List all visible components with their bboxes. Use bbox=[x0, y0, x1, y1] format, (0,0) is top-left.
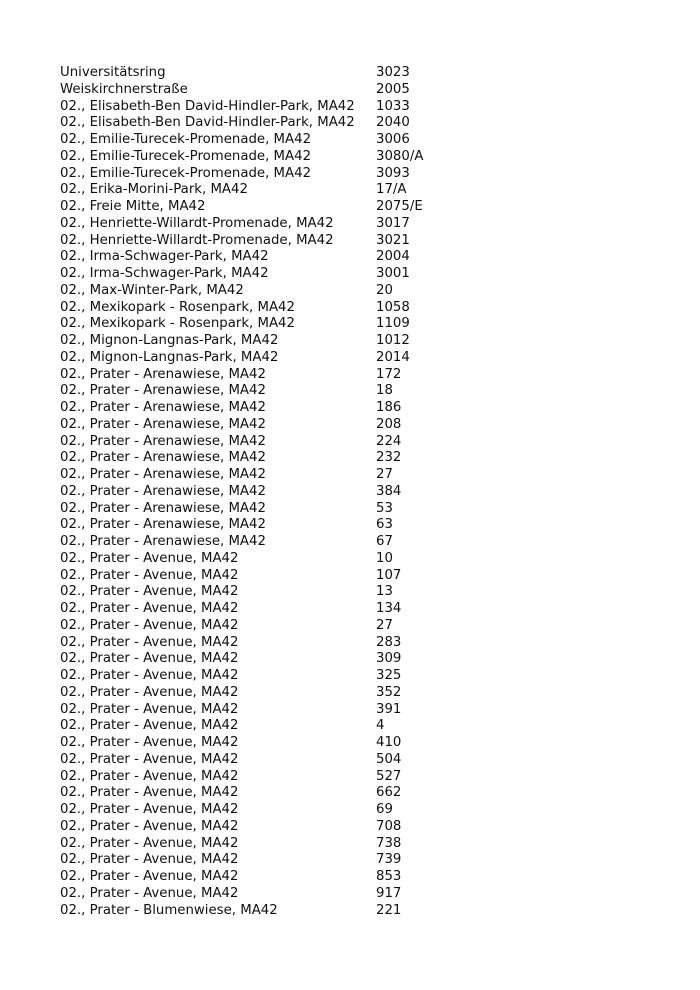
location-number: 384 bbox=[376, 483, 402, 499]
location-name: 02., Prater - Avenue, MA42 bbox=[60, 617, 239, 633]
location-name: 02., Mexikopark - Rosenpark, MA42 bbox=[60, 299, 295, 315]
location-number: 283 bbox=[376, 634, 402, 650]
location-name: 02., Mignon-Langnas-Park, MA42 bbox=[60, 333, 279, 348]
location-name: 02., Prater - Arenawiese, MA42 bbox=[60, 450, 266, 466]
list-item bbox=[60, 635, 460, 652]
list-item bbox=[60, 199, 460, 216]
location-number: 2075/E bbox=[376, 199, 423, 214]
location-name: 02., Prater - Avenue, MA42 bbox=[60, 835, 239, 851]
location-name: 02., Prater - Avenue, MA42 bbox=[60, 550, 239, 566]
location-name: 02., Prater - Avenue, MA42 bbox=[60, 584, 239, 600]
location-number: 63 bbox=[376, 517, 393, 533]
list-item bbox=[60, 467, 460, 484]
list-item bbox=[60, 115, 460, 132]
location-name: 02., Irma-Schwager-Park, MA42 bbox=[60, 249, 269, 265]
list-item bbox=[60, 501, 460, 518]
location-number: 69 bbox=[376, 802, 393, 817]
location-number: 3093 bbox=[376, 165, 410, 181]
location-name: 02., Prater - Avenue, MA42 bbox=[60, 785, 239, 801]
list-item bbox=[60, 769, 460, 786]
list-item bbox=[60, 668, 460, 685]
location-number: 410 bbox=[376, 735, 402, 750]
location-name: 02., Prater - Arenawiese, MA42 bbox=[60, 400, 266, 415]
list-item bbox=[60, 383, 460, 400]
location-number: 917 bbox=[376, 885, 402, 901]
location-number: 13 bbox=[376, 584, 393, 600]
list-item bbox=[60, 132, 460, 149]
location-name: 02., Prater - Arenawiese, MA42 bbox=[60, 483, 266, 499]
location-number: 2040 bbox=[376, 115, 410, 131]
location-name: 02., Erika-Morini-Park, MA42 bbox=[60, 182, 248, 198]
location-name: 02., Prater - Arenawiese, MA42 bbox=[60, 416, 266, 432]
location-number: 391 bbox=[376, 701, 402, 717]
list-item bbox=[60, 182, 460, 199]
list-item bbox=[60, 434, 460, 451]
list-item bbox=[60, 300, 460, 317]
list-item bbox=[60, 249, 460, 266]
location-number: 3021 bbox=[376, 232, 410, 248]
location-number: 662 bbox=[376, 785, 402, 801]
list-item bbox=[60, 367, 460, 384]
location-name: 02., Prater - Arenawiese, MA42 bbox=[60, 383, 266, 399]
location-name: 02., Elisabeth-Ben David-Hindler-Park, MA42 bbox=[60, 115, 355, 131]
list-item bbox=[60, 752, 460, 769]
location-name: 02., Henriette-Willardt-Promenade, MA42 bbox=[60, 215, 334, 231]
location-name: 02., Prater - Arenawiese, MA42 bbox=[60, 517, 266, 533]
location-number: 853 bbox=[376, 869, 402, 884]
list-item bbox=[60, 551, 460, 568]
list-item bbox=[60, 283, 460, 300]
list-item bbox=[60, 216, 460, 233]
list-item bbox=[60, 886, 460, 903]
location-number: 2005 bbox=[376, 81, 410, 97]
list-item bbox=[60, 735, 460, 752]
location-number: 3006 bbox=[376, 132, 410, 147]
location-number: 18 bbox=[376, 383, 393, 399]
location-number: 3001 bbox=[376, 266, 410, 281]
list-item bbox=[60, 82, 460, 99]
location-name: 02., Prater - Avenue, MA42 bbox=[60, 651, 239, 667]
location-number: 325 bbox=[376, 668, 402, 683]
location-name: 02., Prater - Avenue, MA42 bbox=[60, 869, 239, 884]
list-item bbox=[60, 350, 460, 367]
location-name: Weiskirchnerstraße bbox=[60, 81, 188, 97]
location-name: 02., Henriette-Willardt-Promenade, MA42 bbox=[60, 232, 334, 248]
location-name: 02., Prater - Arenawiese, MA42 bbox=[60, 500, 266, 516]
location-name: 02., Irma-Schwager-Park, MA42 bbox=[60, 266, 269, 281]
list-item bbox=[60, 852, 460, 869]
location-number: 3080/A bbox=[376, 148, 424, 164]
location-name: 02., Prater - Avenue, MA42 bbox=[60, 768, 239, 784]
list-item bbox=[60, 149, 460, 166]
location-number: 504 bbox=[376, 751, 402, 767]
list-item bbox=[60, 450, 460, 467]
location-number: 309 bbox=[376, 651, 402, 667]
location-name: 02., Prater - Avenue, MA42 bbox=[60, 567, 239, 583]
location-name: 02., Prater - Avenue, MA42 bbox=[60, 668, 239, 683]
location-name: 02., Emilie-Turecek-Promenade, MA42 bbox=[60, 165, 312, 181]
location-name: 02., Freie Mitte, MA42 bbox=[60, 199, 206, 214]
location-name: 02., Prater - Blumenwiese, MA42 bbox=[60, 902, 278, 918]
location-name: 02., Prater - Avenue, MA42 bbox=[60, 701, 239, 717]
location-name: 02., Prater - Arenawiese, MA42 bbox=[60, 433, 266, 449]
location-number: 208 bbox=[376, 416, 402, 432]
location-number: 53 bbox=[376, 500, 393, 516]
list-item bbox=[60, 869, 460, 886]
location-number: 3017 bbox=[376, 215, 410, 231]
list-item bbox=[60, 266, 460, 283]
list-item bbox=[60, 785, 460, 802]
location-number: 232 bbox=[376, 450, 402, 466]
list-item bbox=[60, 903, 460, 920]
list-item bbox=[60, 65, 460, 82]
list-item bbox=[60, 417, 460, 434]
location-number: 20 bbox=[376, 282, 393, 298]
location-number: 172 bbox=[376, 366, 402, 382]
location-number: 708 bbox=[376, 818, 402, 834]
list-item bbox=[60, 534, 460, 551]
location-name: 02., Prater - Avenue, MA42 bbox=[60, 735, 239, 750]
location-number: 352 bbox=[376, 684, 402, 700]
location-name: 02., Prater - Arenawiese, MA42 bbox=[60, 467, 266, 482]
location-number: 186 bbox=[376, 400, 402, 415]
list-item bbox=[60, 618, 460, 635]
list-item bbox=[60, 333, 460, 350]
list-item bbox=[60, 819, 460, 836]
list-item bbox=[60, 651, 460, 668]
list-item bbox=[60, 166, 460, 183]
location-number: 221 bbox=[376, 902, 402, 918]
location-number: 738 bbox=[376, 835, 402, 851]
location-number: 1033 bbox=[376, 98, 410, 114]
location-name: 02., Prater - Arenawiese, MA42 bbox=[60, 534, 266, 549]
location-number: 27 bbox=[376, 467, 393, 482]
location-number: 2004 bbox=[376, 249, 410, 265]
location-number: 67 bbox=[376, 534, 393, 549]
location-name: 02., Max-Winter-Park, MA42 bbox=[60, 282, 244, 298]
location-name: 02., Prater - Avenue, MA42 bbox=[60, 885, 239, 901]
location-name: 02., Prater - Avenue, MA42 bbox=[60, 684, 239, 700]
location-name: 02., Elisabeth-Ben David-Hindler-Park, MA42 bbox=[60, 98, 355, 114]
location-number: 1012 bbox=[376, 333, 410, 348]
location-name: 02., Prater - Avenue, MA42 bbox=[60, 601, 239, 616]
location-number: 27 bbox=[376, 617, 393, 633]
location-number: 224 bbox=[376, 433, 402, 449]
list-item bbox=[60, 836, 460, 853]
list-item bbox=[60, 685, 460, 702]
list-item bbox=[60, 802, 460, 819]
list-item bbox=[60, 233, 460, 250]
location-name: 02., Prater - Avenue, MA42 bbox=[60, 751, 239, 767]
location-number: 10 bbox=[376, 550, 393, 566]
list-item bbox=[60, 517, 460, 534]
location-number: 4 bbox=[376, 718, 385, 734]
list-item bbox=[60, 99, 460, 116]
location-number: 17/A bbox=[376, 182, 407, 198]
location-number: 739 bbox=[376, 852, 402, 868]
location-name: 02., Prater - Avenue, MA42 bbox=[60, 818, 239, 834]
location-name: 02., Mexikopark - Rosenpark, MA42 bbox=[60, 316, 295, 332]
location-number: 134 bbox=[376, 601, 402, 616]
location-name: 02., Mignon-Langnas-Park, MA42 bbox=[60, 349, 279, 365]
location-number: 3023 bbox=[376, 65, 410, 80]
location-number: 1109 bbox=[376, 316, 410, 332]
location-name: Universitätsring bbox=[60, 65, 166, 80]
list-item bbox=[60, 568, 460, 585]
location-name: 02., Prater - Arenawiese, MA42 bbox=[60, 366, 266, 382]
location-name: 02., Prater - Avenue, MA42 bbox=[60, 852, 239, 868]
list-item bbox=[60, 316, 460, 333]
list-item bbox=[60, 601, 460, 618]
location-number: 527 bbox=[376, 768, 402, 784]
list-item bbox=[60, 718, 460, 735]
list-item bbox=[60, 400, 460, 417]
list-item bbox=[60, 584, 460, 601]
location-number: 1058 bbox=[376, 299, 410, 315]
location-name: 02., Prater - Avenue, MA42 bbox=[60, 634, 239, 650]
location-number: 107 bbox=[376, 567, 402, 583]
location-name: 02., Emilie-Turecek-Promenade, MA42 bbox=[60, 132, 312, 147]
list-item bbox=[60, 484, 460, 501]
location-name: 02., Prater - Avenue, MA42 bbox=[60, 718, 239, 734]
location-name: 02., Prater - Avenue, MA42 bbox=[60, 802, 239, 817]
location-number: 2014 bbox=[376, 349, 410, 365]
list-item bbox=[60, 702, 460, 719]
location-name: 02., Emilie-Turecek-Promenade, MA42 bbox=[60, 148, 312, 164]
entry-list bbox=[60, 65, 460, 919]
